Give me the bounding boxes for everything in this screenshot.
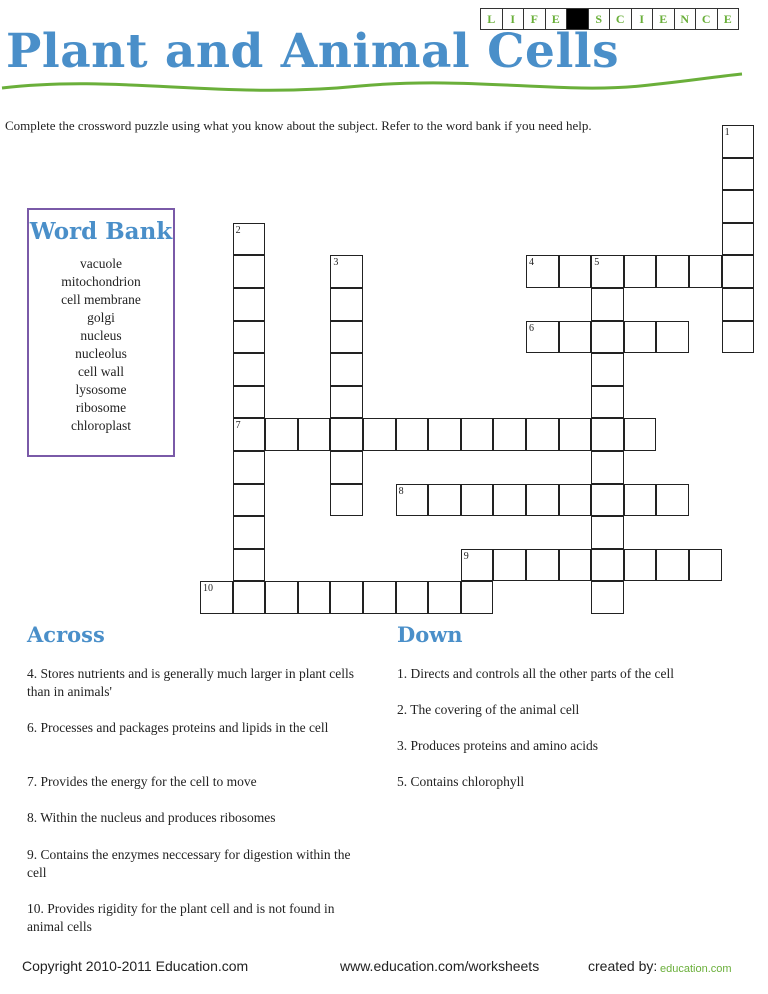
- word-bank-word: cell membrane: [61, 292, 141, 307]
- crossword-cell[interactable]: [559, 321, 592, 354]
- crossword-cell[interactable]: [428, 484, 461, 517]
- crossword-cell[interactable]: [722, 255, 755, 288]
- instructions: Complete the crossword puzzle using what you know about the subject. Refer to the word bank if you need help.: [5, 118, 592, 133]
- crossword-cell[interactable]: [200, 581, 233, 614]
- across-clue: 9. Contains the enzymes neccessary for digestion within the cell: [27, 847, 351, 880]
- crossword-cell[interactable]: [591, 549, 624, 582]
- crossword-cell[interactable]: [396, 418, 429, 451]
- clue-number: 4: [529, 257, 534, 269]
- crossword-cell[interactable]: [233, 386, 266, 419]
- crossword-cell[interactable]: [526, 321, 559, 354]
- crossword-cell[interactable]: [591, 288, 624, 321]
- crossword-cell[interactable]: [330, 451, 363, 484]
- crossword-cell[interactable]: [233, 418, 266, 451]
- crossword-cell[interactable]: [591, 321, 624, 354]
- crossword-cell[interactable]: [233, 223, 266, 256]
- copyright: Copyright 2010-2011 Education.com: [22, 958, 249, 974]
- word-bank: [27, 208, 175, 457]
- clue-number: 8: [398, 485, 404, 497]
- crossword-cell[interactable]: [428, 418, 461, 451]
- crossword-cell[interactable]: [233, 288, 266, 321]
- clue-number: 5: [594, 257, 600, 269]
- crossword-cell[interactable]: [624, 484, 657, 517]
- crossword-cell[interactable]: [689, 255, 722, 288]
- crossword-cell[interactable]: [493, 549, 526, 582]
- crossword-cell[interactable]: [689, 549, 722, 582]
- crossword-cell[interactable]: [722, 288, 755, 321]
- word-bank-word: mitochondrion: [61, 274, 141, 289]
- tag-letter: E: [652, 8, 675, 30]
- tag-letter: C: [609, 8, 632, 30]
- tag-letter: I: [631, 8, 654, 30]
- crossword-cell[interactable]: [591, 516, 624, 549]
- crossword-cell[interactable]: [624, 549, 657, 582]
- crossword-cell[interactable]: [298, 581, 331, 614]
- word-bank-word: lysosome: [75, 382, 127, 397]
- decorative-wave: [0, 72, 768, 102]
- crossword-cell[interactable]: [396, 484, 429, 517]
- word-bank-word: nucleolus: [75, 346, 127, 361]
- crossword-cell[interactable]: [298, 418, 331, 451]
- crossword-cell[interactable]: [330, 484, 363, 517]
- crossword-cell[interactable]: [428, 581, 461, 614]
- clue-number: 1: [724, 127, 730, 138]
- crossword-cell[interactable]: [722, 190, 755, 223]
- crossword-cell[interactable]: [559, 418, 592, 451]
- crossword-cell[interactable]: [330, 418, 363, 451]
- crossword-cell[interactable]: [461, 484, 494, 517]
- clue-number: 3: [333, 257, 339, 269]
- tag-letter: S: [588, 8, 611, 30]
- down-clue: 5. Contains chlorophyll: [397, 774, 525, 789]
- crossword-cell[interactable]: [526, 484, 559, 517]
- crossword-cell[interactable]: [330, 386, 363, 419]
- across-clue: 7. Provides the energy for the cell to move: [27, 774, 257, 789]
- crossword-cell[interactable]: [526, 418, 559, 451]
- crossword-cell[interactable]: [656, 321, 689, 354]
- crossword-cell[interactable]: [722, 321, 755, 354]
- crossword-cell[interactable]: [233, 451, 266, 484]
- clue-number: 9: [463, 550, 469, 562]
- created-by: created by:: [588, 958, 658, 974]
- footer-url: www.education.com/worksheets: [340, 958, 540, 974]
- crossword-cell[interactable]: [722, 223, 755, 256]
- page-title: Plant and Animal Cells: [6, 24, 620, 79]
- crossword-cell[interactable]: [722, 125, 755, 158]
- crossword-cell[interactable]: [233, 353, 266, 386]
- word-bank-word: nucleus: [80, 328, 122, 343]
- crossword-cell[interactable]: [656, 484, 689, 517]
- crossword-cell[interactable]: [656, 549, 689, 582]
- crossword-cell[interactable]: [559, 484, 592, 517]
- crossword-cell[interactable]: [526, 255, 559, 288]
- tag-letter: E: [717, 8, 740, 30]
- down-clue: 3. Produces proteins and amino acids: [397, 738, 598, 753]
- tag-letter: I: [502, 8, 525, 30]
- crossword-cell[interactable]: [591, 418, 624, 451]
- word-bank-word: vacuole: [80, 256, 122, 271]
- crossword-cell[interactable]: [591, 353, 624, 386]
- crossword-cell[interactable]: [396, 581, 429, 614]
- crossword-cell[interactable]: [233, 321, 266, 354]
- word-bank-heading: Word Bank: [29, 218, 173, 245]
- crossword-cell[interactable]: [330, 255, 363, 288]
- crossword-cell[interactable]: [233, 581, 266, 614]
- crossword-cell[interactable]: [461, 549, 494, 582]
- crossword-cell[interactable]: [624, 255, 657, 288]
- crossword-cell[interactable]: [233, 549, 266, 582]
- down-heading: Down: [397, 622, 463, 647]
- tag-letter: F: [523, 8, 546, 30]
- crossword-cell[interactable]: [656, 255, 689, 288]
- tag-letter: L: [480, 8, 503, 30]
- crossword-cell[interactable]: [330, 321, 363, 354]
- word-bank-word: golgi: [87, 310, 115, 325]
- crossword-cell[interactable]: [233, 516, 266, 549]
- crossword-cell[interactable]: [624, 418, 657, 451]
- crossword-cell[interactable]: [559, 255, 592, 288]
- across-clue: 4. Stores nutrients and is generally much larger in plant cells than in animals': [27, 666, 355, 699]
- clue-number: 7: [235, 420, 241, 432]
- crossword-cell[interactable]: [363, 418, 396, 451]
- clue-number: 2: [235, 224, 241, 236]
- crossword-cell[interactable]: [591, 255, 624, 288]
- crossword-cell[interactable]: [591, 484, 624, 517]
- across-clue: 8. Within the nucleus and produces ribosomes: [27, 810, 276, 825]
- crossword-cell[interactable]: [624, 321, 657, 354]
- crossword-cell[interactable]: [722, 158, 755, 191]
- crossword-cell[interactable]: [559, 549, 592, 582]
- tag-letter: E: [545, 8, 568, 30]
- crossword-cell[interactable]: [265, 418, 298, 451]
- tag-letter: C: [695, 8, 718, 30]
- crossword-cell[interactable]: [591, 386, 624, 419]
- word-bank-word: chloroplast: [71, 418, 131, 433]
- across-clue: 6. Processes and packages proteins and lipids in the cell: [27, 720, 329, 735]
- clue-number: 6: [529, 322, 534, 334]
- word-bank-word: ribosome: [75, 400, 127, 415]
- crossword-cell[interactable]: [526, 549, 559, 582]
- tag-letter: N: [674, 8, 697, 30]
- across-clue: 10. Provides rigidity for the plant cell and is not found in animal cells: [27, 901, 335, 934]
- crossword-cell[interactable]: [363, 581, 396, 614]
- word-bank-word: cell wall: [77, 364, 125, 379]
- crossword-cell[interactable]: [461, 581, 494, 614]
- crossword-cell[interactable]: [233, 255, 266, 288]
- crossword-cell[interactable]: [330, 288, 363, 321]
- crossword-cell[interactable]: [591, 581, 624, 614]
- down-clue: 2. The covering of the animal cell: [397, 702, 580, 717]
- education-logo: education.com: [660, 963, 732, 975]
- down-clue: 1. Directs and controls all the other parts of the cell: [397, 666, 675, 681]
- clue-number: 10: [203, 583, 213, 595]
- crossword-cell[interactable]: [461, 418, 494, 451]
- crossword-cell[interactable]: [330, 581, 363, 614]
- across-heading: Across: [27, 622, 105, 647]
- crossword-cell[interactable]: [330, 353, 363, 386]
- crossword-cell[interactable]: [233, 484, 266, 517]
- crossword-cell[interactable]: [591, 451, 624, 484]
- crossword-cell[interactable]: [493, 484, 526, 517]
- crossword-cell[interactable]: [493, 418, 526, 451]
- crossword-cell[interactable]: [265, 581, 298, 614]
